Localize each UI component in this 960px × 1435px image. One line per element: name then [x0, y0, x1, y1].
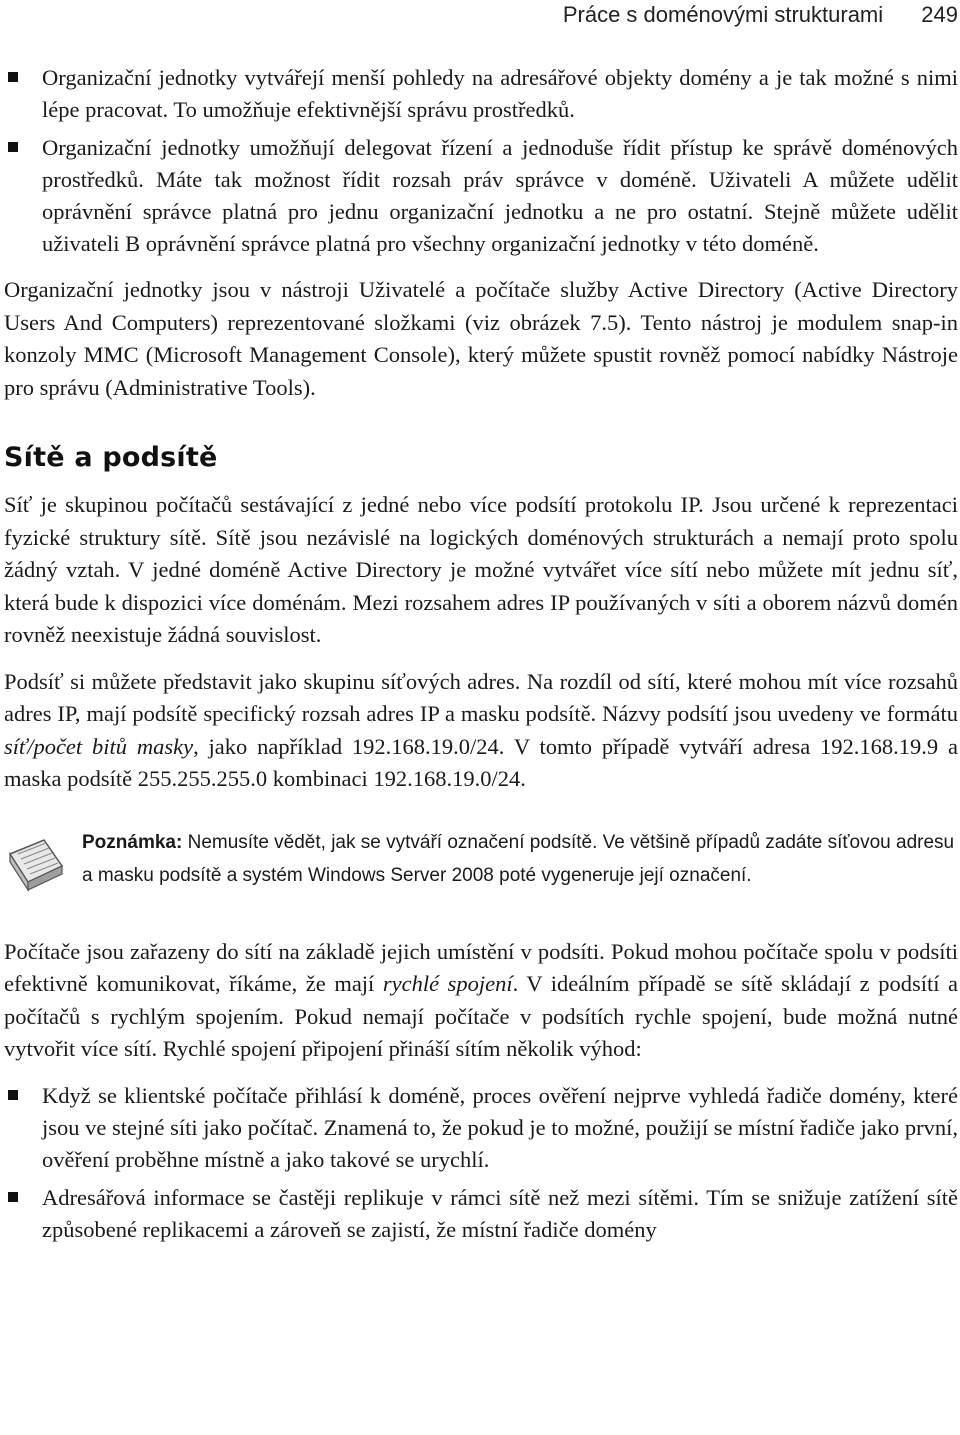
note-body: Nemusíte vědět, jak se vytváří označení podsítě. Ve většině případů zadáte síťovou adresu a masku podsítě a systém Windows Server 2008 poté vygeneruje její označení.	[82, 831, 955, 886]
italic-term: rychlé spojení	[382, 971, 513, 996]
text-run: Počítače jsou zařazeny do sítí na základě jejich umístění v podsíti. Pokud mohou počítače spolu v podsíti efektivně komunikovat, říkáme, že mají	[4, 938, 958, 996]
page-number: 249	[921, 2, 958, 27]
paragraph-subnets	[4, 666, 958, 796]
list-item	[4, 132, 958, 260]
text-run: Podsíť si můžete představit jako skupinu síťových adres. Na rozdíl od sítí, které mohou mít více rozsahů adres IP, mají podsítě specifický rozsah adres IP a masku podsítě. Názvy podsítí jsou uvedeny ve formátu	[4, 668, 958, 726]
italic-term: síť/počet bitů masky	[4, 733, 194, 759]
text-run: . V ideálním případě se sítě skládají z podsítí a počítačů s rychlým spojením. Pokud nemají počítače v podsítích rychle spojení, bude možná nutné vytvořit více sítí. Rychlé spojení připojení přináší sítím několik výhod:	[4, 971, 958, 1061]
list-item	[4, 62, 958, 126]
section-heading: Sítě a podsítě	[4, 442, 218, 473]
list-item	[4, 1080, 958, 1176]
bullet-list-bottom	[4, 1080, 958, 1246]
bullet-square-icon	[8, 142, 18, 152]
text-run: , jako například 192.168.19.0/24. V tomto případě vytváří adresa 192.168.19.9 a maska podsítě 255.255.255.0 kombinaci 192.168.19.0/24.	[4, 733, 958, 791]
running-head	[563, 2, 958, 28]
list-item	[4, 1182, 958, 1246]
list-item-text: Organizační jednotky umožňují delegovat řízení a jednoduše řídit přístup ke správě doménových prostředků. Máte tak možnost řídit rozsah práv správce v doméně. Uživateli A můžete udělit oprávnění správce platná pro jednu organizační jednotku a ne pro ostatní. Stejně můžete udělit uživateli B oprávnění správce platná pro všechny organizační jednotky v této doméně.	[42, 135, 958, 256]
note-box	[4, 826, 958, 922]
list-item-text: Když se klientské počítače přihlásí k doméně, proces ověření nejprve vyhledá řadiče domény, které jsou ve stejné síti jako počítač. Znamená to, že pokud je to možné, použijí se místní řadiče jako první, ověření proběhne místně a jako takové se urychlí.	[42, 1082, 959, 1172]
bullet-square-icon	[8, 1090, 18, 1100]
page-content	[4, 62, 958, 1246]
bullet-square-icon	[8, 72, 18, 82]
paragraph-organizational-units: Organizační jednotky jsou v nástroji Uživatelé a počítače služby Active Directory (Active Directory Users And Computers) reprezentované složkami (viz obrázek 7.5). Tento nástroj je modulem snap-in konzoly MMC (Microsoft Management Console), který můžete spustit rovněž pomocí nabídky Nástroje pro správu (Administrative Tools).	[4, 277, 958, 400]
paragraph-computers	[4, 936, 958, 1066]
bullet-square-icon	[8, 1192, 18, 1202]
note-page-icon	[4, 832, 66, 898]
list-item-text: Organizační jednotky vytvářejí menší pohledy na adresářové objekty domény a je tak možné s nimi lépe pracovat. To umožňuje efektivnější správu prostředků.	[42, 65, 958, 122]
paragraph-sites: Síť je skupinou počítačů sestávající z jedné nebo více podsítí protokolu IP. Jsou určené k reprezentaci fyzické struktury sítě. Sítě jsou nezávislé na logických doménových strukturách a nemají proto spolu žádný vztah. V jedné doméně Active Directory je možné vytvářet více sítí nebo můžete mít jednu síť, která bude k dispozici více doménám. Mezi rozsahem adres IP používaných v síti a oborem názvů domén rovněž neexistuje žádná souvislost.	[4, 492, 958, 647]
note-text	[82, 826, 958, 892]
chapter-title: Práce s doménovými strukturami	[562, 2, 884, 27]
note-label: Poznámka:	[82, 831, 183, 853]
list-item-text: Adresářová informace se častěji replikuje v rámci sítě než mezi sítěmi. Tím se snižuje zatížení sítě způsobené replikacemi a zároveň se zajistí, že místní řadiče domény	[42, 1184, 958, 1242]
bullet-list-top	[4, 62, 958, 260]
